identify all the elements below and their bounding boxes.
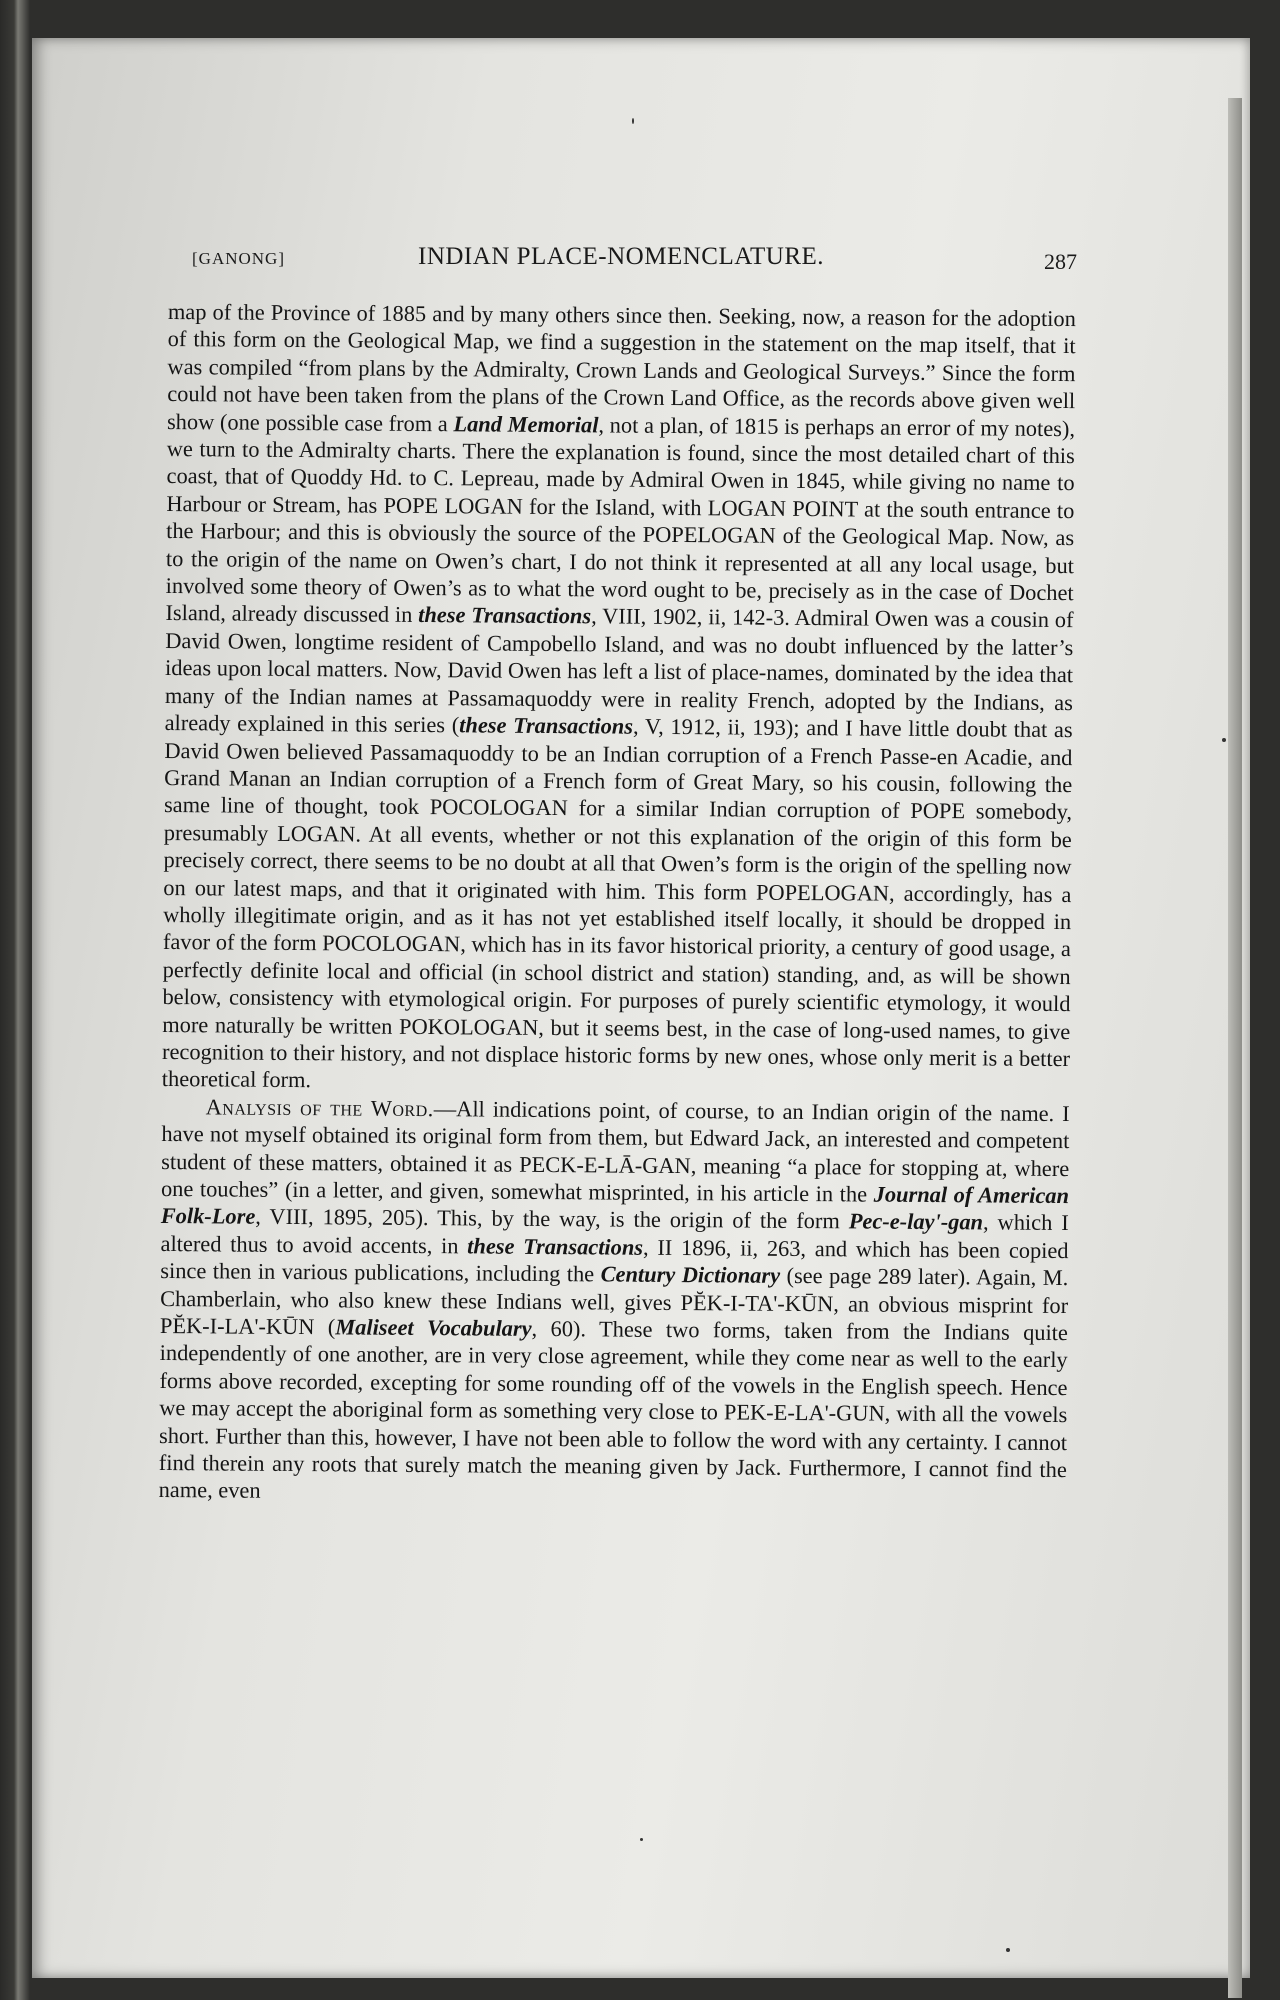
- dust-speck: [1222, 738, 1226, 742]
- header-title: INDIAN PLACE-NOMENCLATURE.: [418, 243, 825, 270]
- p2-text-3: , which I altered thus to avoid accents, in: [160, 1209, 1069, 1259]
- p1-italic-2: these Transactions: [418, 602, 592, 629]
- p1-italic-3: these Transactions: [459, 712, 634, 739]
- page-body: [159, 298, 1076, 1511]
- p1-italic-1: Land Memorial: [453, 410, 599, 438]
- p2-text-4: , II 1896, ii, 263, and which has been copied since then in various publications, including the: [160, 1234, 1069, 1287]
- dust-speck: [1006, 1948, 1010, 1952]
- p2-text-5: (see page 289 later). Again, M. Chamberlain, who also knew these Indians well, gives PĔK-I-TA'-KŪN, an obvious misprint for PĔK-I-LA'-KŪN (: [159, 1263, 1069, 1340]
- p1-text-3: , VIII, 1902, ii, 142-3. Admiral Owen was a cousin of David Owen, longtime resident of Campobello Island, and was no doubt influenced by the latter’s ideas upon local matters. Now, David Owen has left a list of place-names, dominated by the idea that many of the Indian names at Passamaquoddy were in reality French, adopted by the Indians, as already explained in this series (: [164, 603, 1074, 738]
- section-heading: Analysis of the Word.: [205, 1094, 434, 1121]
- p1-text-4: , V, 1912, ii, 193); and I have little doubt that as David Owen believed Passamaquoddy to be an Indian corruption of a French Passe-en Acadie, and Grand Manan an Indian corruption of a French form of Great Mary, so his cousin, following the same line of thought, took POCOLOGAN for a similar Indian corruption of POPE somebody, presumably LOGAN. At all events, whether or not this explanation of the origin of this form be precisely correct, there seems to be no doubt at all that Owen’s form is the origin of the spelling now on our latest maps, and that it originated with him. This form POPELOGAN, accordingly, has a wholly illegitimate origin, and as it has not yet established itself locally, it should be dropped in favor of the form POCOLOGAN, which has in its favor historical priority, a century of good usage, a perfectly definite local and official (in school district and station) standing, and, as will be shown below, consistency with etymological origin. For purposes of purely scientific etymology, it would more naturally be written POKOLOGAN, but it seems best, in the case of long-used names, to give recognition to their history, and not displace historic forms by new ones, whose only merit is a better theoretical form.: [161, 713, 1073, 1093]
- dust-speck: [640, 1838, 643, 1841]
- paragraph-1: [162, 298, 1076, 1100]
- p2-italic-1: Journal of American Folk-Lore: [160, 1181, 1070, 1230]
- running-header: [192, 243, 1077, 283]
- p1-text-2: , not a plan, of 1815 is perhaps an error of my notes), we turn to the Admiralty charts. There the explanation is found, since the most detailed chart of this coast, that of Quoddy Hd. to C. Lepreau, made by Admiral Owen in 1845, while giving no name to Harbour or Stream, has POPE LOGAN for the Island, with LOGAN POINT at the south entrance to the Harbour; and this is obviously the source of the POPELOGAN of the Geological Map. Now, as to the origin of the name on Owen’s chart, I do not think it represented at all any local usage, but involved some theory of Owen’s as to what the word ought to be, precisely as in the case of Dochet Island, already discussed in: [165, 412, 1076, 628]
- p2-italic-2: Pec-e-lay'-gan: [848, 1208, 984, 1235]
- p2-italic-5: Maliseet Vocabulary: [335, 1314, 532, 1341]
- p2-italic-4: Century Dictionary: [600, 1261, 781, 1289]
- header-author: [GANONG]: [192, 249, 285, 268]
- p2-text-1: —All indications point, of course, to an Indian origin of the name. I have not myself obtained its original form from them, but Edward Jack, an interested and competent student of these matters, obtained it as PECK-E-LĀ-GAN, meaning “a place for stopping at, where one touches” (in a letter, and given, somewhat misprinted, in his article in the: [160, 1095, 1070, 1207]
- page-edge: [1228, 98, 1242, 1998]
- p2-italic-3: these Transactions: [467, 1233, 644, 1260]
- p2-text-2: , VIII, 1895, 205). This, by the way, is the origin of the form: [255, 1204, 849, 1234]
- p2-text-6: , 60). These two forms, taken from the Indians quite independently of one another, are in very close agreement, while they come near as well to the early forms above recorded, excepting for some rounding off of the vowels in the English speech. Hence we may accept the aboriginal form as something very close to PEK-E-LA'-GUN, with all the vowels short. Further than this, however, I have not been able to follow the word with any certainty. I cannot find therein any roots that surely match the meaning given by Jack. Furthermore, I cannot find the name, even: [158, 1315, 1068, 1504]
- page-number: 287: [1044, 249, 1077, 274]
- p1-text-1: map of the Province of 1885 and by many others since then. Seeking, now, a reason for the adoption of this form on the Geological Map, we find a suggestion in the statement on the map itself, that it was compiled “from plans by the Admiralty, Crown Lands and Geological Surveys.” Since the form could not have been taken from the plans of the Crown Land Office, as the records above given well show (one possible case from a: [166, 298, 1076, 436]
- paragraph-2: [159, 1093, 1070, 1511]
- dust-speck: [632, 118, 634, 124]
